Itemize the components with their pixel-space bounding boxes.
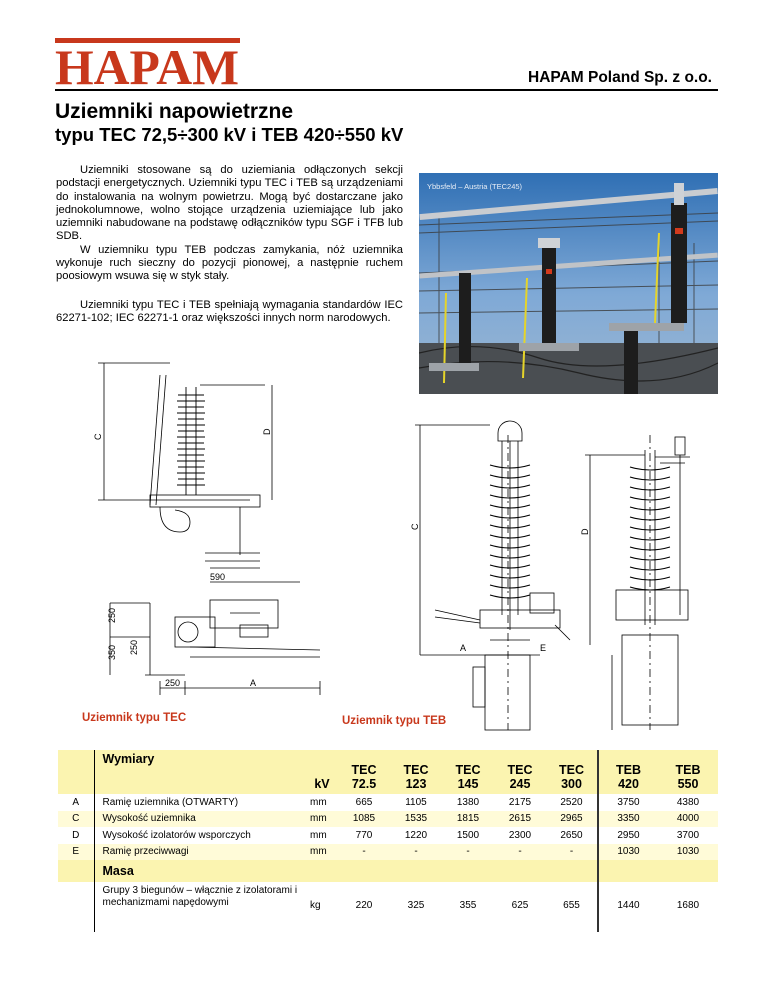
col-tec-300: TEC 300	[546, 750, 598, 794]
col-tec-145: TEC 145	[442, 750, 494, 794]
col-tec-245: TEC 245	[494, 750, 546, 794]
dim-350-label: 350	[107, 644, 117, 660]
dim-d-teb-label: D	[580, 528, 590, 535]
intro-paragraph-3: Uziemniki typu TEC i TEB spełniają wymagania standardów IEC 62271-102; IEC 62271-1 oraz większości innych norm narodowych.	[56, 299, 403, 325]
dimensions-table	[58, 750, 718, 932]
dim-a-teb-label: A	[460, 643, 467, 653]
tec-side-view	[98, 363, 300, 582]
col-tec-72-5: TEC 72.5	[338, 750, 390, 794]
mass-heading: Masa	[94, 860, 306, 882]
unit-kv: kV	[306, 750, 338, 794]
col-teb-550: TEB 550	[658, 750, 718, 794]
col-teb-420: TEB 420	[598, 750, 658, 794]
technical-drawings	[90, 355, 710, 735]
dimensions-heading: Wymiary	[94, 750, 306, 794]
table-row: A Ramię uziemnika (OTWARTY) mm 665 1105 1380 2175 2520 3750 4380	[58, 794, 718, 811]
intro-block-2	[56, 299, 403, 326]
dim-250-side-label: 250	[129, 639, 139, 655]
page-subtitle: typu TEC 72,5÷300 kV i TEB 420÷550 kV	[55, 124, 404, 145]
dim-250-top-label: 250	[107, 607, 117, 623]
teb-caption: Uziemnik typu TEB	[342, 715, 447, 727]
dim-d-label: D	[262, 428, 272, 435]
dim-250-bottom-label: 250	[165, 678, 181, 688]
tec-caption: Uziemnik typu TEC	[82, 712, 187, 724]
dim-590-label: 590	[210, 572, 226, 582]
header-rule	[55, 89, 718, 91]
dim-c-label: C	[93, 433, 103, 440]
dim-e-label: E	[540, 643, 547, 653]
page-title: Uziemniki napowietrzne	[55, 100, 294, 123]
teb-side-view	[585, 435, 690, 730]
header-letter-cell	[58, 750, 94, 794]
photo-caption: Ybbsfeld – Austria (TEC245)	[427, 182, 523, 191]
dim-c-teb-label: C	[410, 523, 420, 530]
intro-paragraph-1: Uziemniki stosowane są do uziemiania odłączonych sekcji podstacji energetycznych. Uziemniki typu TEC i TEB są urządzeniami do instalowania na wolnym powietrzu. Mogą być dostarczane jako jednokolumnowe, wolno stojące urządzenia uziemiające lub jako uziemniki nabudowane na podstawę odłączników typu SGF i TFB lub SDB.	[56, 164, 403, 243]
intro-block-1	[56, 164, 403, 284]
mass-heading-row	[58, 860, 718, 882]
table-row: E Ramię przeciwwagi mm - - - - - 1030 1030	[58, 844, 718, 861]
table-row: Grupy 3 biegunów – włącznie z izolatorami i mechanizmami napędowymi kg 220 325 355 625 655 1440 1680	[58, 882, 718, 932]
table-row: D Wysokość izolatorów wsporczych mm 770 1220 1500 2300 2650 2950 3700	[58, 827, 718, 844]
dim-a-tec-label: A	[250, 678, 257, 688]
tec-top-view	[110, 600, 320, 695]
logo-text: HAPAM	[55, 39, 239, 88]
table-row: C Wysokość uziemnika mm 1085 1535 1815 2615 2965 3350 4000	[58, 811, 718, 828]
col-tec-123: TEC 123	[390, 750, 442, 794]
intro-paragraph-2: W uziemniku typu TEB podczas zamykania, nóż uziemnika wykonuje ruch sieczny do pozycji pionowej, a następnie ruchem poosiowym wsuwa się w styk stały.	[56, 243, 403, 283]
company-name: HAPAM Poland Sp. z o.o.	[528, 69, 712, 86]
teb-front-view	[415, 421, 570, 730]
